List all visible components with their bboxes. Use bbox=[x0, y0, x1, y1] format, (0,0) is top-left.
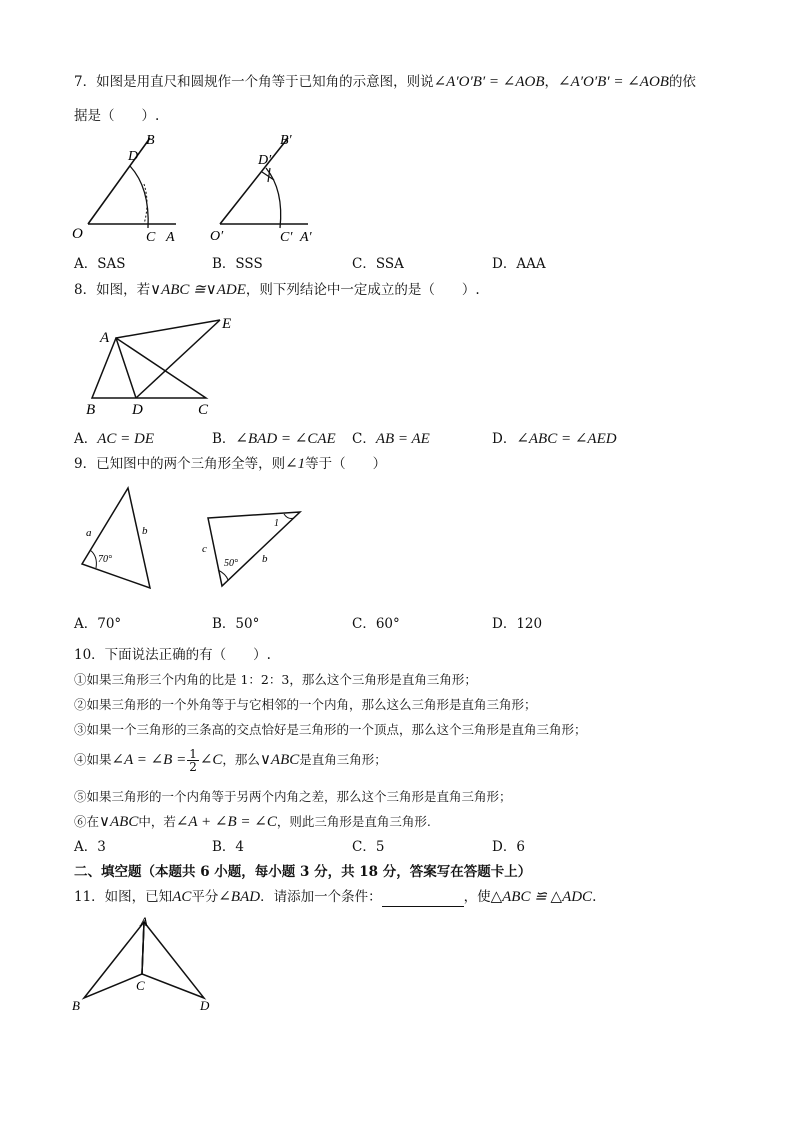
q8-option-d-label: D． bbox=[492, 431, 517, 447]
q7-equation-1: ∠A′O′B′ = ∠AOB bbox=[433, 74, 545, 90]
q7-equation-2: ∠A′O′B′ = ∠AOB bbox=[558, 74, 669, 90]
q8-option-d-math: ∠ABC = ∠AED bbox=[516, 431, 617, 447]
q8-option-c[interactable] bbox=[352, 429, 430, 449]
q9-fig1-angle: 70° bbox=[98, 554, 112, 565]
q11-fig-label-C: C bbox=[136, 978, 145, 993]
q8-option-c-label: C． bbox=[352, 431, 376, 447]
q9-stem bbox=[74, 454, 386, 474]
q7-comma: ， bbox=[544, 74, 559, 90]
q11-fig-label-B: B bbox=[72, 998, 80, 1013]
q11-bisects: 平分 bbox=[191, 889, 219, 905]
q11-such-that: ，使 bbox=[463, 889, 491, 905]
q9-fig2-side-b: b bbox=[262, 553, 268, 565]
q7-option-a[interactable]: A．SAS bbox=[74, 256, 126, 272]
q10-statement-4 bbox=[74, 748, 387, 773]
q8-option-b-math: ∠BAD = ∠CAE bbox=[235, 431, 336, 447]
q10-s4-math3: ∨ABC bbox=[259, 752, 300, 768]
q9-stem-text: 9．已知图中的两个三角形全等，则 bbox=[74, 456, 286, 472]
q7-fig1-label-B: B bbox=[146, 133, 155, 148]
q8-fig-label-C: C bbox=[198, 402, 209, 418]
q10-s4-prefix: ④如果 bbox=[74, 752, 112, 767]
q9-figure-2 bbox=[198, 506, 308, 592]
q10-option-b[interactable]: B．4 bbox=[212, 839, 245, 855]
q9-option-a[interactable]: A．70° bbox=[74, 616, 122, 632]
q7-fig1-label-O: O bbox=[72, 226, 83, 242]
q9-option-d[interactable]: D．120 bbox=[492, 616, 543, 632]
q7-option-b[interactable]: B．SSS bbox=[212, 256, 263, 272]
q10-option-a[interactable]: A．3 bbox=[74, 839, 106, 855]
q8-figure bbox=[82, 312, 252, 420]
q8-stem bbox=[74, 280, 480, 300]
q8-option-a[interactable] bbox=[74, 429, 154, 449]
q10-s4-denominator: 2 bbox=[189, 760, 197, 774]
q8-stem-text: 8．如图，若 bbox=[74, 282, 151, 298]
q10-s4-tail: 是直角三角形； bbox=[299, 752, 387, 767]
section-2-title: 二、填空题（本题共 6 小题，每小题 3 分，共 18 分，答案写在答题卡上） bbox=[74, 864, 532, 880]
q11-math-ac: AC bbox=[172, 889, 192, 905]
q11-fig-label-D: D bbox=[200, 998, 210, 1013]
q10-s6-math2: ∠A + ∠B = ∠C bbox=[175, 814, 277, 830]
q9-fig2-angle-1: 1 bbox=[274, 518, 279, 529]
q7-figure-2 bbox=[210, 128, 330, 248]
q10-s4-numerator: 1 bbox=[189, 747, 197, 761]
q11-prefix: 11．如图，已知 bbox=[74, 889, 173, 905]
q7-fig2-label-B: B′ bbox=[280, 133, 292, 148]
q10-s6-math: ∨ABC bbox=[99, 814, 139, 830]
q11-fig-label-A: A bbox=[140, 914, 148, 929]
q9-option-c[interactable]: C．60° bbox=[352, 616, 400, 632]
q10-s4-fraction bbox=[187, 748, 199, 773]
q7-fig2-label-D: D′ bbox=[258, 153, 272, 168]
q7-fig1-label-C: C bbox=[146, 230, 156, 245]
q10-option-d[interactable]: D．6 bbox=[492, 839, 525, 855]
q8-option-d[interactable] bbox=[492, 429, 617, 449]
q10-s4-math: ∠A = ∠B = bbox=[111, 752, 187, 768]
q10-s4-mid: ，那么 bbox=[222, 752, 260, 767]
q7-fig2-label-C: C′ bbox=[280, 230, 293, 245]
q7-stem-line1 bbox=[74, 72, 696, 92]
q8-option-b[interactable] bbox=[212, 429, 336, 449]
q7-stem-text: 7．如图是用直尺和圆规作一个角等于已知角的示意图，则说 bbox=[74, 74, 434, 90]
q8-fig-label-B: B bbox=[86, 402, 96, 418]
q8-option-a-math: AC = DE bbox=[97, 431, 155, 447]
q11-math-congruence: △ABC ≌ △ADC bbox=[490, 889, 593, 905]
q9-fig2-angle: 50° bbox=[224, 558, 238, 569]
q9-figure-1 bbox=[78, 484, 168, 594]
q10-s4-math2: ∠C bbox=[199, 752, 223, 768]
q11-period: . bbox=[592, 889, 597, 905]
q10-s6-tail: ，则此三角形是直角三角形. bbox=[276, 814, 431, 829]
q7-fig2-label-O: O′ bbox=[210, 229, 224, 244]
q8-fig-label-E: E bbox=[222, 316, 232, 332]
q7-option-c[interactable]: C．SSA bbox=[352, 256, 404, 272]
q8-fig-label-D: D bbox=[132, 402, 143, 418]
q11-stem bbox=[74, 887, 596, 907]
q11-answer-blank[interactable] bbox=[382, 892, 464, 907]
q10-statement-2: ②如果三角形的一个外角等于与它相邻的一个内角，那么这么三角形是直角三角形； bbox=[74, 697, 537, 712]
q11-figure bbox=[70, 914, 220, 1014]
q7-stem-tail: 的依 bbox=[668, 74, 696, 90]
q8-congruence: ∨ABC ≅∨ADE bbox=[150, 282, 246, 298]
q7-fig1-label-A: A bbox=[166, 230, 175, 245]
q9-fig2-side-c: c bbox=[202, 543, 207, 555]
q11-math-bad: ∠BAD bbox=[218, 889, 261, 905]
q9-option-b[interactable]: B．50° bbox=[212, 616, 260, 632]
q7-fig2-label-A: A′ bbox=[300, 230, 312, 245]
q11-add-condition: ．请添加一个条件： bbox=[260, 889, 382, 905]
q8-option-c-math: AB = AE bbox=[375, 431, 430, 447]
q10-statement-6 bbox=[74, 812, 431, 832]
q10-s6-prefix: ⑥在 bbox=[74, 814, 100, 829]
q10-statement-3: ③如果一个三角形的三条高的交点恰好是三角形的一个顶点，那么这个三角形是直角三角形； bbox=[74, 722, 587, 737]
q7-stem-line2: 据是（ ）. bbox=[74, 108, 160, 124]
q9-fig1-side-b: b bbox=[142, 525, 148, 537]
q8-option-b-label: B． bbox=[212, 431, 236, 447]
q10-s6-mid: 中，若 bbox=[138, 814, 176, 829]
q10-option-c[interactable]: C．5 bbox=[352, 839, 385, 855]
q10-stem: 10．下面说法正确的有（ ）. bbox=[74, 647, 271, 663]
q7-fig1-label-D: D bbox=[128, 149, 139, 164]
q8-option-a-label: A． bbox=[74, 431, 98, 447]
q8-fig-label-A: A bbox=[100, 330, 110, 346]
q10-statement-1: ①如果三角形三个内角的比是 1：2：3，那么这个三角形是直角三角形； bbox=[74, 672, 477, 687]
q10-statement-5: ⑤如果三角形的一个内角等于另两个内角之差，那么这个三角形是直角三角形； bbox=[74, 789, 512, 804]
q7-option-d[interactable]: D．AAA bbox=[492, 256, 546, 272]
q9-fig1-side-a: a bbox=[86, 527, 92, 539]
q7-figure-1 bbox=[70, 128, 190, 248]
q9-stem-tail: 等于（ ） bbox=[305, 456, 387, 472]
q8-stem-tail: ，则下列结论中一定成立的是（ ）. bbox=[245, 282, 480, 298]
q9-angle-1: ∠1 bbox=[285, 456, 306, 472]
